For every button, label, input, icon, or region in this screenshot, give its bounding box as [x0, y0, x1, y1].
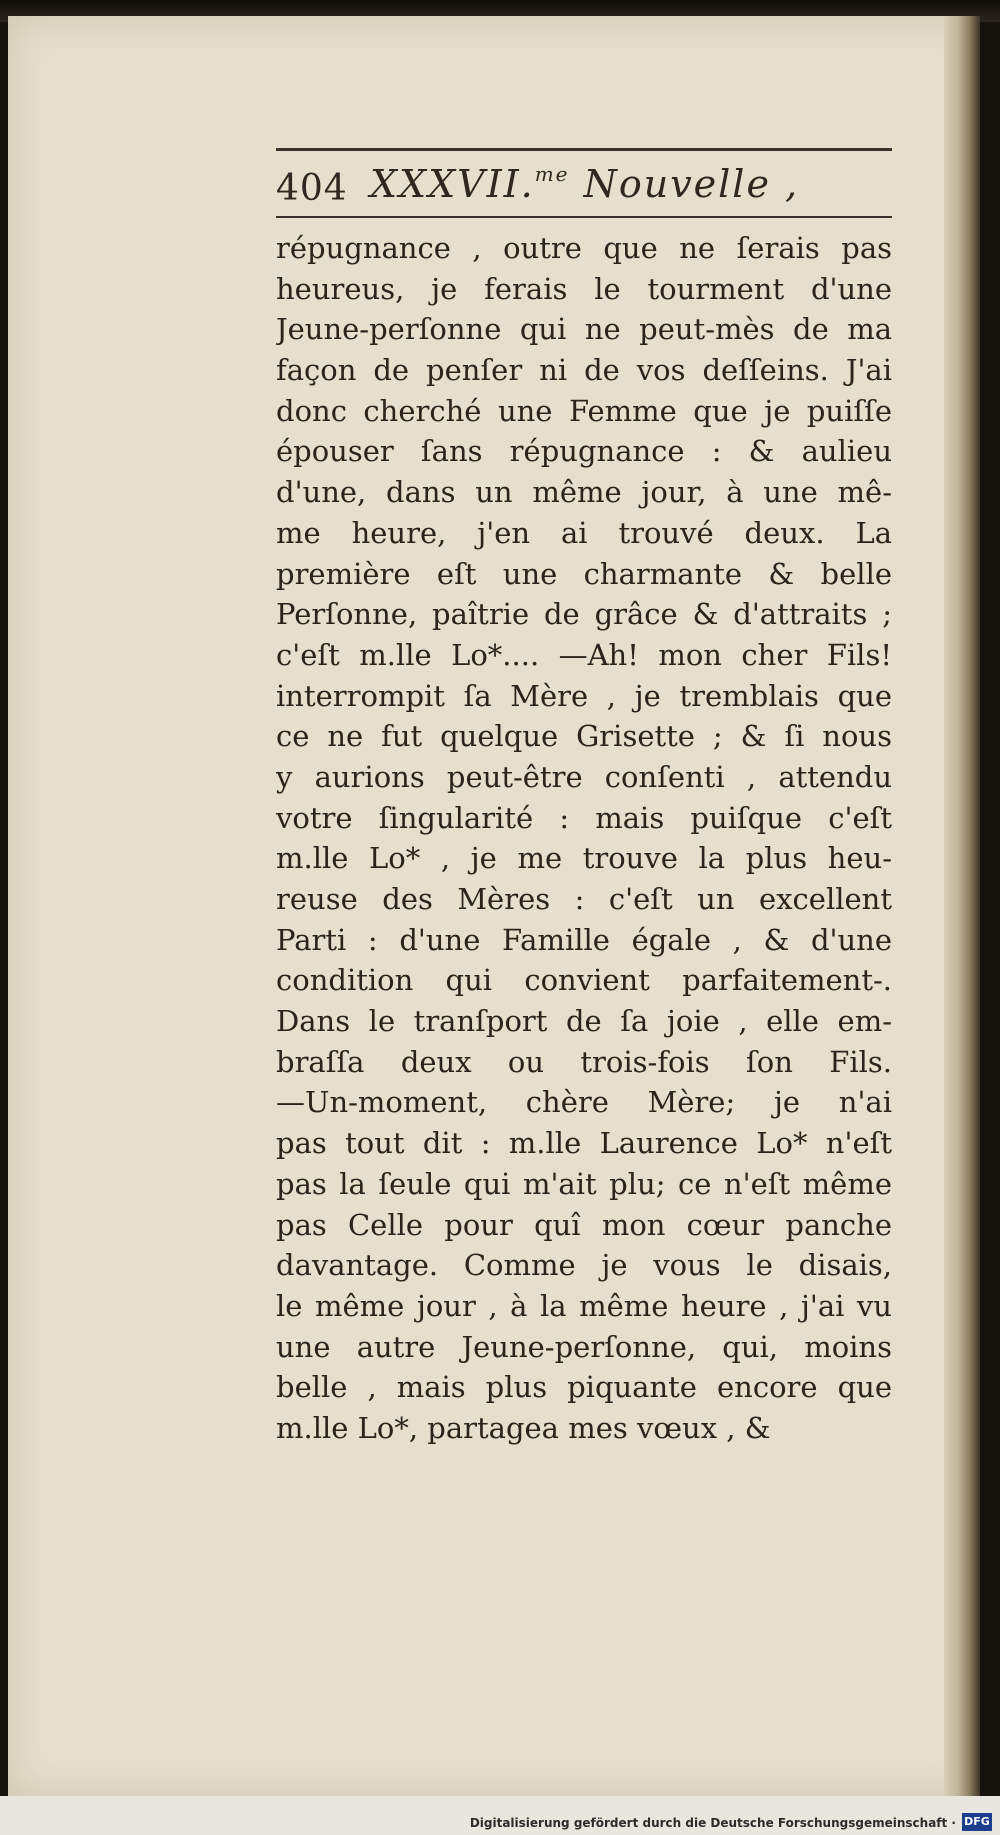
text-line: répugnance , outre que ne ſerais pas	[276, 231, 892, 265]
running-title: XXXVII.$^{me}$ Nouvelle ,	[370, 162, 800, 206]
text-line: reuse des Mères : c'eſt un excellent	[276, 882, 892, 916]
text-line: ce ne fut quelque Grisette ; & ſi nous	[276, 719, 892, 754]
running-header	[276, 160, 892, 214]
page-spine-shadow	[944, 16, 980, 1796]
text-line: davantage. Comme je vous le disais,	[276, 1248, 892, 1283]
text-line: Perſonne, paîtrie de grâce & d'attraits ;	[276, 597, 892, 632]
dfg-logo: DFG	[962, 1813, 992, 1831]
text-line: façon de penſer ni de vos deſſeins. J'ai	[276, 353, 892, 388]
text-line: Parti : d'une Famille égale , & d'une	[276, 922, 892, 957]
text-line: pas la ſeule qui m'ait plu; ce n'eſt même	[276, 1166, 892, 1201]
text-line: m.lle Lo* , je me trouve la plus heu-	[276, 841, 892, 876]
text-line: le même jour , à la même heure , j'ai vu	[276, 1288, 892, 1323]
header-rule-top	[276, 148, 892, 151]
title-superscript: me	[534, 162, 570, 186]
text-line: pas tout dit : m.lle Laurence Lo* n'eſt	[276, 1126, 892, 1161]
text-line: me heure, j'en ai trouvé deux. La	[276, 515, 892, 550]
text-line: votre ſingularité : mais puiſque c'eſt	[276, 800, 892, 835]
text-line: —Un-moment, chère Mère; je n'ai	[276, 1085, 892, 1120]
text-line: Dans le tranſport de ſa joie , elle em-	[276, 1004, 892, 1039]
page-number: 404	[276, 168, 348, 209]
text-line: épouser ſans répugnance : & aulieu	[276, 434, 892, 469]
text-line: pas Celle pour quî mon cœur panche	[276, 1207, 892, 1242]
header-rule-bottom	[276, 216, 892, 218]
text-line: braſſa deux ou trois-fois ſon Fils.	[276, 1044, 892, 1079]
text-line: Jeune-perſonne qui ne peut-mès de ma	[276, 312, 892, 347]
text-line: y aurions peut-être conſenti , attendu	[276, 759, 892, 794]
text-line: belle , mais plus piquante encore que	[276, 1370, 892, 1405]
text-line: d'une, dans un même jour, à une mê-	[276, 475, 892, 510]
text-line: heureus, je ferais le tourment d'une	[276, 271, 892, 306]
text-line: une autre Jeune-perſonne, qui, moins	[276, 1329, 892, 1364]
digitization-credit: Digitalisierung gefördert durch die Deutsche Forschungsgemeinschaft ·	[469, 1816, 956, 1830]
text-line: première eſt une charmante & belle	[276, 556, 892, 591]
text-line: interrompit ſa Mère , je tremblais que	[276, 678, 892, 713]
text-line: c'eſt m.lle Lo*.... —Ah! mon cher Fils!	[276, 637, 892, 672]
text-line: m.lle Lo*, partagea mes vœux , &	[276, 1410, 771, 1445]
body-text	[276, 228, 892, 1449]
text-line: donc cherché une Femme que je puiſſe	[276, 393, 892, 428]
text-line: condition qui convient parfaitement-.	[276, 963, 892, 998]
